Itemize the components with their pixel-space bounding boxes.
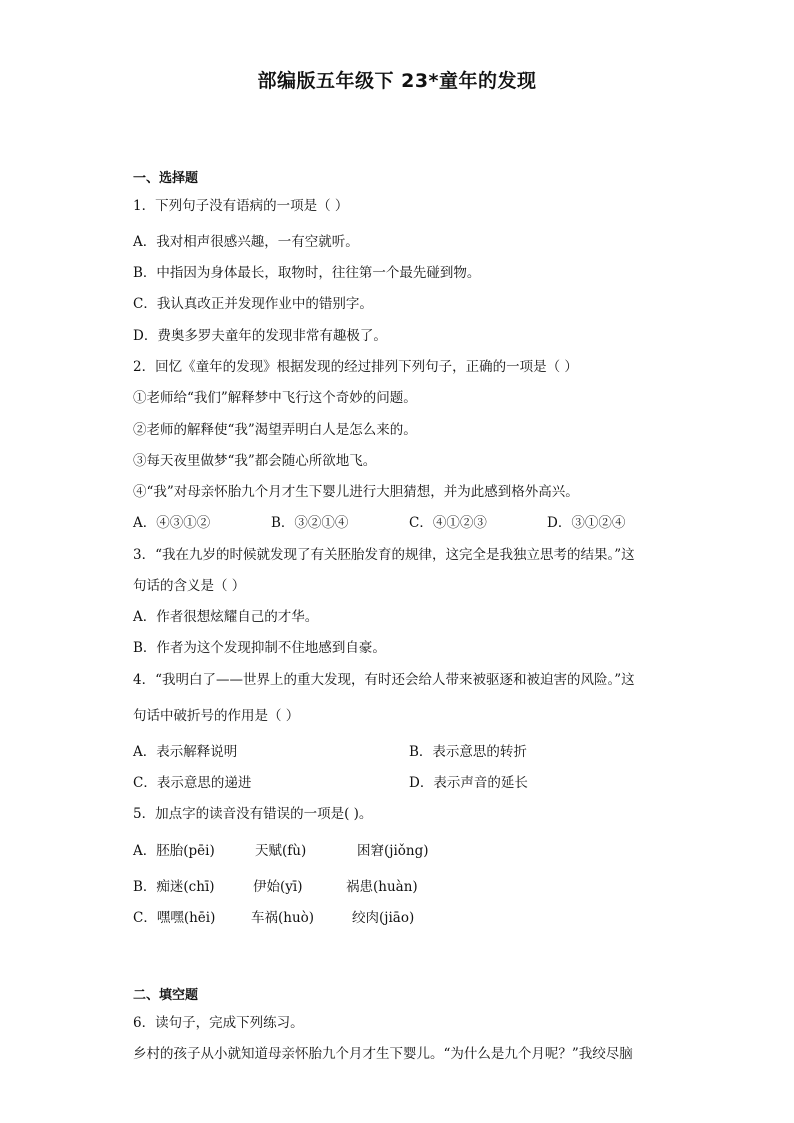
question-2-option-b: B．③②①④ xyxy=(271,515,349,531)
question-5-option-a-row xyxy=(133,841,493,861)
question-1-option-c: C．我认真改正并发现作业中的错别字。 xyxy=(133,296,373,312)
question-1-option-a: A．我对相声很感兴趣，一有空就听。 xyxy=(133,234,359,250)
question-5-option-a-word-1: A．胚胎(pēi) xyxy=(133,843,215,859)
section-heading-choice: 一、选择题 xyxy=(133,171,199,186)
question-2-option-a: A．④③①② xyxy=(133,515,211,531)
question-5-option-c-row xyxy=(133,908,493,928)
question-2-stem: 2．回忆《童年的发现》根据发现的经过排列下列句子，正确的一项是（ ） xyxy=(133,359,578,375)
question-4-option-b: B．表示意思的转折 xyxy=(409,744,527,760)
question-2-sentence-2: ②老师的解释使“我”渴望弄明白人是怎么来的。 xyxy=(133,422,417,438)
section-heading-fill: 二、填空题 xyxy=(133,988,199,1003)
question-1-stem: 1．下列句子没有语病的一项是（ ） xyxy=(133,198,349,214)
question-1-option-b: B．中指因为身体最长，取物时，往往第一个最先碰到物。 xyxy=(133,265,481,281)
question-5-option-c-word-1: C．嘿嘿(hēi) xyxy=(133,910,216,926)
question-4-stem-line-2: 句话中破折号的作用是（ ） xyxy=(133,708,300,724)
question-4-options-row-1 xyxy=(133,742,653,762)
question-2-sentence-3: ③每天夜里做梦“我”都会随心所欲地飞。 xyxy=(133,453,377,469)
question-5-option-b-row xyxy=(133,877,493,897)
question-2-sentence-1: ①老师给“我们”解释梦中飞行这个奇妙的问题。 xyxy=(133,390,417,406)
question-5-option-b-word-1: B．痴迷(chī) xyxy=(133,879,215,895)
question-5-option-b-word-3: 祸患(huàn) xyxy=(346,879,418,895)
question-6-stem: 6．读句子，完成下列练习。 xyxy=(133,1015,304,1031)
question-6-text: 乡村的孩子从小就知道母亲怀胎九个月才生下婴儿。“为什么是九个月呢？”我绞尽脑 xyxy=(133,1046,633,1062)
question-4-stem-line-1: 4．“我明白了——世界上的重大发现，有时还会给人带来被驱逐和被迫害的风险。”这 xyxy=(133,672,635,688)
question-2-option-d: D．③①②④ xyxy=(547,515,626,531)
question-2-sentence-4: ④“我”对母亲怀胎九个月才生下婴儿进行大胆猜想，并为此感到格外高兴。 xyxy=(133,484,579,500)
question-4-option-c: C．表示意思的递进 xyxy=(133,775,252,791)
question-5-option-c-word-3: 绞肉(jiāo) xyxy=(352,910,415,926)
question-2-option-c: C．④①②③ xyxy=(409,515,487,531)
question-4-options-row-2 xyxy=(133,773,653,793)
question-1-option-d: D．费奥多罗夫童年的发现非常有趣极了。 xyxy=(133,328,387,344)
question-2-options xyxy=(133,513,653,533)
question-5-option-b-word-2: 伊始(yī) xyxy=(253,879,303,895)
question-5-option-c-word-2: 车祸(huò) xyxy=(251,910,315,926)
question-3-stem-line-1: 3．“我在九岁的时候就发现了有关胚胎发育的规律，这完全是我独立思考的结果。”这 xyxy=(133,547,635,563)
question-4-option-d: D．表示声音的延长 xyxy=(409,775,528,791)
question-3-option-b: B．作者为这个发现抑制不住地感到自豪。 xyxy=(133,640,386,656)
question-5-option-a-word-2: 天赋(fù) xyxy=(255,843,307,859)
question-3-stem-line-2: 句话的含义是（ ） xyxy=(133,578,246,594)
page-title: 部编版五年级下 23*童年的发现 xyxy=(257,70,537,92)
question-4-option-a: A．表示解释说明 xyxy=(133,744,238,760)
question-3-option-a: A．作者很想炫耀自己的才华。 xyxy=(133,609,319,625)
question-5-stem: 5．加点字的读音没有错误的一项是( )。 xyxy=(133,806,373,822)
question-5-option-a-word-3: 困窘(jiǒng) xyxy=(357,843,429,859)
